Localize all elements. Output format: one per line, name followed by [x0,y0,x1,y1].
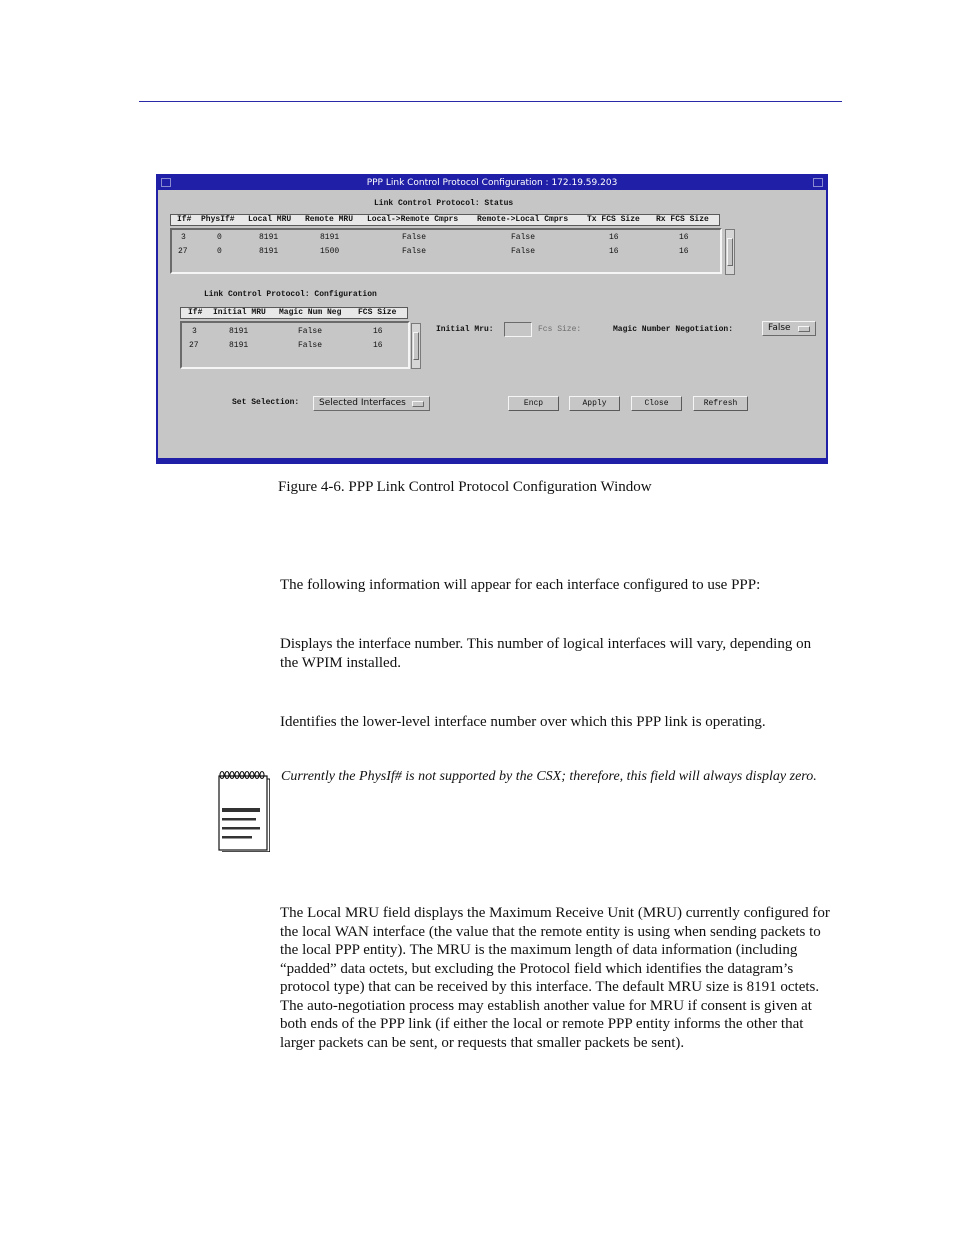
status-r1-rl-cmprs: False [511,233,536,242]
config-col-ifnum: If# [188,308,203,317]
if-description: Displays the interface number. This number of logical interfaces will vary, depending on the WPIM installed. [280,636,812,671]
config-scroll-thumb[interactable] [413,332,419,360]
config-r2-initial-mru: 8191 [229,341,249,350]
status-r2-rx-fcs: 16 [679,247,689,256]
status-r1-remote-mru: 8191 [320,233,340,242]
set-selection-value: Selected Interfaces [319,398,406,408]
header-rule [139,101,842,102]
option-menu-icon [412,401,424,407]
status-r2-lr-cmprs: False [402,247,427,256]
status-r1-lr-cmprs: False [402,233,427,242]
config-r1-if: 3 [192,327,197,336]
config-col-fcs: FCS Size [358,308,397,317]
status-r1-if: 3 [181,233,186,242]
note-icon [216,770,270,852]
apply-button[interactable]: Apply [569,396,620,411]
status-list[interactable] [170,228,722,274]
config-r2-fcs: 16 [373,341,383,350]
set-selection-select[interactable] [313,396,430,411]
initial-mru-label: Initial Mru: [436,325,494,334]
magic-number-select[interactable] [762,321,816,336]
local-mru-description: The Local MRU field displays the Maximum Receive Unit (MRU) currently configured for the local WAN interface (the value that the remote entity is using when sending packets to the local PPP entity). The MRU is the maximum length of data information (including “padded” data octets, but excluding the Protocol field which identifies the datagram’s protocol type) that can be received by this interface. The default MRU size is 8191 octets. The auto-negotiation process may establish another value for MRU if consent is given at both ends of the PPP link (if either the local or remote PPP entity informs the other that larger packets can be sent, or requests that smaller packets be sent). [280,905,830,1051]
config-section-title: Link Control Protocol: Configuration [204,290,377,299]
magic-number-label: Magic Number Negotiation: [613,325,734,334]
status-col-remote-mru: Remote MRU [305,215,354,224]
status-section-title: Link Control Protocol: Status [374,199,514,208]
status-col-local-remote-cmprs: Local->Remote Cmprs [367,215,459,224]
config-list[interactable] [180,321,410,369]
status-table-header [170,214,720,226]
status-r1-local-mru: 8191 [259,233,279,242]
status-r2-tx-fcs: 16 [609,247,619,256]
status-r2-if: 27 [178,247,188,256]
status-scroll-thumb[interactable] [727,238,733,266]
config-r1-fcs: 16 [373,327,383,336]
refresh-button[interactable]: Refresh [693,396,748,411]
status-r1-tx-fcs: 16 [609,233,619,242]
config-r1-initial-mru: 8191 [229,327,249,336]
fcs-size-label: Fcs Size: [538,325,582,334]
config-col-magic: Magic Num Neg [279,308,342,317]
status-col-rx-fcs: Rx FCS Size [656,215,709,224]
config-r2-if: 27 [189,341,199,350]
status-col-tx-fcs: Tx FCS Size [587,215,640,224]
status-col-remote-local-cmprs: Remote->Local Cmprs [477,215,569,224]
status-col-physif: PhysIf# [201,215,235,224]
window-menu-icon[interactable] [161,178,171,187]
status-r1-rx-fcs: 16 [679,233,689,242]
window-maximize-icon[interactable] [813,178,823,187]
set-selection-label: Set Selection: [232,398,300,407]
status-r2-rl-cmprs: False [511,247,536,256]
status-r2-physif: 0 [217,247,222,256]
status-col-local-mru: Local MRU [248,215,292,224]
config-table-header [180,307,408,319]
window-title: PPP Link Control Protocol Configuration : 172.19.59.203 [366,178,618,188]
close-button[interactable]: Close [631,396,682,411]
config-scrollbar[interactable] [411,323,421,369]
status-r1-physif: 0 [217,233,222,242]
config-r2-magic: False [298,341,323,350]
status-r2-remote-mru: 1500 [320,247,340,256]
magic-number-value: False [768,323,791,333]
window-title-bar[interactable] [158,176,826,190]
config-col-initial-mru: Initial MRU [213,308,266,317]
status-col-ifnum: If# [177,215,192,224]
note-text: Currently the PhysIf# is not supported by the CSX; therefore, this field will always display zero. [281,769,817,784]
window-bottom-border [158,458,826,462]
status-scrollbar[interactable] [725,229,735,275]
encp-button[interactable]: Encp [508,396,559,411]
figure-caption: Figure 4-6. PPP Link Control Protocol Configuration Window [278,479,652,495]
status-r2-local-mru: 8191 [259,247,279,256]
initial-mru-input[interactable] [504,322,532,337]
intro-paragraph: The following information will appear for each interface configured to use PPP: [280,577,761,593]
physif-description: Identifies the lower-level interface number over which this PPP link is operating. [280,714,766,730]
option-menu-icon [798,326,810,332]
ppp-lcp-config-window [156,174,828,464]
config-r1-magic: False [298,327,323,336]
